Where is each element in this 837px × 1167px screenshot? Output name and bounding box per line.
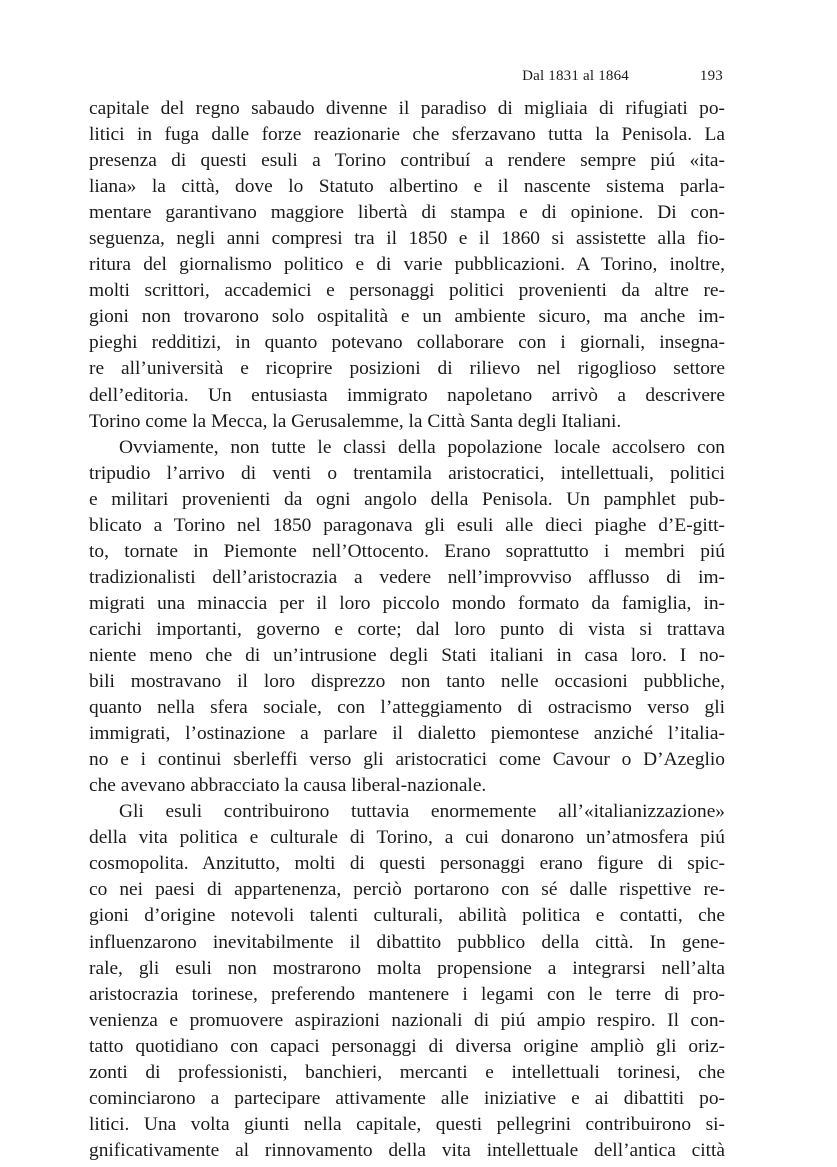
- text-line: immigrati, l’ostinazione a parlare il dialetto piemontese anziché l’italia-: [89, 723, 725, 745]
- text-line: gnificativamente al rinnovamento della vita intellettuale dell’antica città: [89, 1139, 725, 1161]
- body-text: [89, 96, 725, 1164]
- text-line: aristocrazia torinese, preferendo mantenere i legami con le terre di pro-: [89, 983, 725, 1005]
- text-line: mentare garantivano maggiore libertà di stampa e di opinione. Di con-: [89, 202, 725, 224]
- book-page: [89, 60, 725, 1164]
- text-line: zonti di professionisti, banchieri, mercanti e intellettuali torinesi, che: [89, 1061, 725, 1083]
- text-line: no e i continui sberleffi verso gli aristocratici come Cavour o D’Azeglio: [89, 749, 725, 771]
- paragraph-1: [89, 96, 725, 435]
- text-line: litici. Una volta giunti nella capitale, questi pellegrini contribuirono si-: [89, 1113, 725, 1135]
- text-line: capitale del regno sabaudo divenne il paradiso di migliaia di rifugiati po-: [89, 98, 725, 119]
- text-line: blicato a Torino nel 1850 paragonava gli esuli alle dieci piaghe d’E-gitt-: [89, 514, 725, 536]
- text-line: ritura del giornalismo politico e di varie pubblicazioni. A Torino, inoltre,: [89, 254, 725, 276]
- text-line: quanto nella sfera sociale, con l’atteggiamento di ostracismo verso gli: [89, 697, 725, 719]
- text-line: carichi importanti, governo e corte; dal loro punto di vista si trattava: [89, 618, 725, 640]
- page-number: 193: [699, 68, 723, 84]
- text-line: to, tornate in Piemonte nell’Ottocento. Erano soprattutto i membri piú: [89, 540, 725, 562]
- text-line: Gli esuli contribuirono tuttavia enormemente all’«italianizzazione»: [119, 801, 725, 823]
- running-title: Dal 1831 al 1864: [522, 68, 629, 84]
- text-line: niente meno che di un’intrusione degli Stati italiani in casa loro. I no-: [89, 644, 725, 666]
- text-line: migrati una minaccia per il loro piccolo mondo formato da famiglia, in-: [89, 592, 725, 614]
- running-head: [89, 60, 725, 86]
- paragraph-3: [89, 799, 725, 1164]
- text-line: tripudio l’arrivo di venti o trentamila aristocratici, intellettuali, politici: [89, 462, 725, 484]
- text-line: gioni d’origine notevoli talenti culturali, abilità politica e contatti, che: [89, 905, 725, 927]
- text-line: e militari provenienti da ogni angolo della Penisola. Un pamphlet pub-: [89, 488, 725, 510]
- text-line: re all’università e ricoprire posizioni di rilievo nel rigoglioso settore: [89, 358, 725, 380]
- text-line: bili mostravano il loro disprezzo non tanto nelle occasioni pubbliche,: [89, 671, 725, 693]
- text-line: tatto quotidiano con capaci personaggi di diversa origine ampliò gli oriz-: [89, 1035, 725, 1057]
- text-line: cosmopolita. Anzitutto, molti di questi personaggi erano figure di spic-: [89, 853, 725, 875]
- text-line: gioni non trovarono solo ospitalità e un ambiente sicuro, ma anche im-: [89, 306, 725, 328]
- text-line: che avevano abbracciato la causa liberal-nazionale.: [89, 775, 487, 797]
- text-line: rale, gli esuli non mostrarono molta propensione a integrarsi nell’alta: [89, 957, 725, 979]
- text-line: presenza di questi esuli a Torino contribuí a rendere sempre piú «ita-: [89, 150, 725, 172]
- text-line: seguenza, negli anni compresi tra il 1850 e il 1860 si assistette alla fio-: [89, 228, 725, 250]
- text-line: cominciarono a partecipare attivamente alle iniziative e ai dibattiti po-: [89, 1087, 725, 1109]
- text-line: pieghi redditizi, in quanto potevano collaborare con i giornali, insegna-: [89, 332, 725, 354]
- text-line: dell’editoria. Un entusiasta immigrato napoletano arrivò a descrivere: [89, 384, 725, 406]
- text-line: Torino come la Mecca, la Gerusalemme, la Città Santa degli Italiani.: [89, 410, 622, 432]
- text-line: liana» la città, dove lo Statuto albertino e il nascente sistema parla-: [89, 176, 725, 198]
- paragraph-2: [89, 435, 725, 800]
- text-line: tradizionalisti dell’aristocrazia a vedere nell’improvviso afflusso di im-: [89, 566, 725, 588]
- text-line: della vita politica e culturale di Torino, a cui donarono un’atmosfera piú: [89, 827, 725, 849]
- text-line: influenzarono inevitabilmente il dibattito pubblico della città. In gene-: [89, 931, 725, 953]
- text-line: Ovviamente, non tutte le classi della popolazione locale accolsero con: [119, 436, 725, 458]
- text-line: co nei paesi di appartenenza, perciò portarono con sé dalle rispettive re-: [89, 879, 725, 901]
- text-line: venienza e promuovere aspirazioni nazionali di piú ampio respiro. Il con-: [89, 1009, 725, 1031]
- text-line: molti scrittori, accademici e personaggi politici provenienti da altre re-: [89, 280, 725, 302]
- text-line: litici in fuga dalle forze reazionarie che sferzavano tutta la Penisola. La: [89, 124, 725, 146]
